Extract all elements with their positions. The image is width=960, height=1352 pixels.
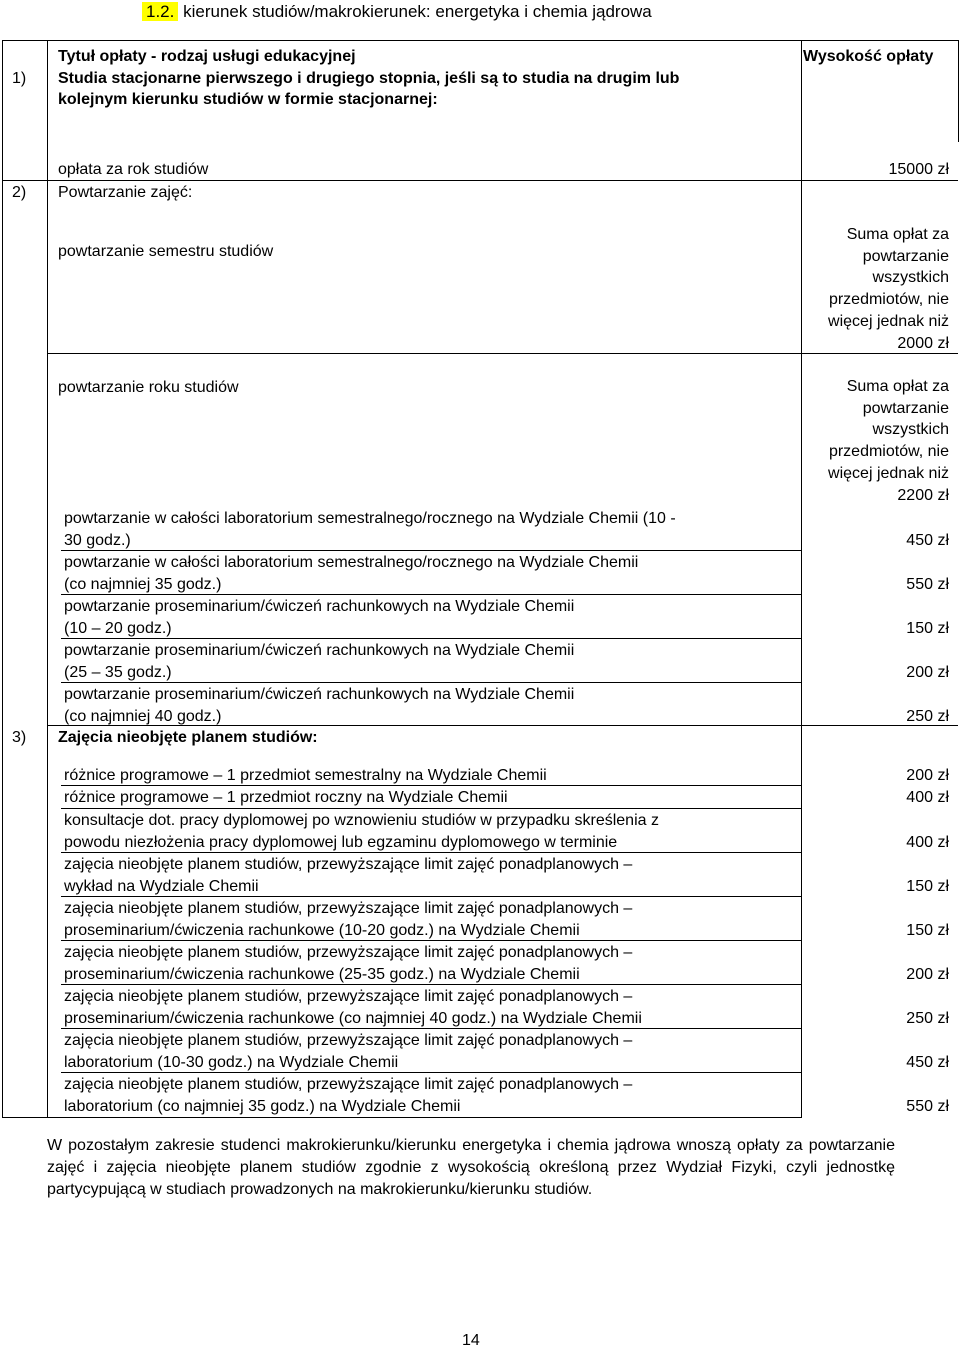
extra-row-line-1: zajęcia nieobjęte planem studiów, przewyższające limit zajęć ponadplanowych –: [64, 944, 633, 961]
row-separator: [61, 594, 802, 595]
repeat-row-line-1: powtarzanie w całości laboratorium semestralnego/rocznego na Wydziale Chemii (10 -: [64, 510, 676, 527]
repeat-row-line-2: (co najmniej 40 godz.): [64, 708, 222, 725]
extra-row-line-2: proseminarium/ćwiczenia rachunkowe (co najmniej 40 godz.) na Wydziale Chemii: [64, 1010, 642, 1027]
extra-row-description: [64, 986, 642, 1030]
extra-row-line-1: zajęcia nieobjęte planem studiów, przewyższające limit zajęć ponadplanowych –: [64, 900, 633, 917]
repeat-row-line-1: powtarzanie proseminarium/ćwiczeń rachunkowych na Wydziale Chemii: [64, 642, 575, 659]
year-fee-line: Suma opłat za: [846, 378, 949, 395]
annual-fee-label: opłata za rok studiów: [58, 161, 209, 178]
repeat-row-fee: 200 zł: [906, 664, 949, 681]
row-separator: [61, 940, 802, 941]
extra-row-fee: 150 zł: [906, 878, 949, 895]
fee-table: [2, 40, 959, 1118]
semester-fee-line: więcej jednak niż: [828, 312, 949, 330]
footnote-paragraph: W pozostałym zakresie studenci makrokierunku/kierunku energetyka i chemia jądrowa wnoszą opłaty za powtarzanie zajęć i zajęcia nieobjęte planem studiów zgodnie z wysokością określoną przez Wydział Fizyki, czyli jednostkę partycypującą w studiach prowadzonych na makrokierunku/kierunku studiów.: [47, 1137, 895, 1198]
annual-fee-value: 15000 zł: [888, 161, 949, 178]
repeat-row-line-2: 30 godz.): [64, 532, 131, 549]
repeat-row-description: [64, 508, 676, 552]
extra-row-description: [64, 787, 508, 809]
repeat-row-line-1: powtarzanie proseminarium/ćwiczeń rachunkowych na Wydziale Chemii: [64, 686, 575, 703]
repeat-row-description: [64, 552, 638, 596]
repeat-row-line-1: powtarzanie w całości laboratorium semestralnego/rocznego na Wydziale Chemii: [64, 554, 639, 571]
extra-row-line-1: konsultacje dot. pracy dyplomowej po wznowieniu studiów w przypadku skreślenia z: [64, 812, 659, 829]
extra-row-line-1: zajęcia nieobjęte planem studiów, przewyższające limit zajęć ponadplanowych –: [64, 1076, 633, 1093]
section-2-title: Powtarzanie zajęć:: [58, 184, 193, 201]
extra-row-description: [64, 1030, 632, 1074]
semester-fee-line: wszystkich: [872, 269, 949, 287]
semester-fee-line: powtarzanie: [862, 247, 949, 265]
extra-row-fee: 450 zł: [906, 1054, 949, 1071]
row-separator: [61, 852, 802, 853]
repeat-row-line-2: (25 – 35 godz.): [64, 664, 172, 681]
row-separator: [61, 808, 802, 809]
row-separator: [61, 550, 802, 551]
repeat-row-fee: 250 zł: [906, 708, 949, 725]
year-repeat-label: powtarzanie roku studiów: [58, 379, 239, 396]
year-fee-line: więcej jednak niż: [828, 464, 949, 482]
row-separator: [61, 1072, 802, 1073]
table-border-right: [958, 40, 959, 142]
year-repeat-fee: [802, 376, 949, 506]
section-1-title-line-2: kolejnym kierunku studiów w formie stacjonarnej:: [58, 91, 438, 108]
year-fee-line: 2200 zł: [897, 486, 949, 504]
extra-row-line-2: wykład na Wydziale Chemii: [64, 878, 259, 895]
extra-row-line-1: różnice programowe – 1 przedmiot roczny na Wydziale Chemii: [64, 789, 508, 806]
year-fee-line: przedmiotów, nie: [828, 443, 949, 461]
extra-row-line-2: laboratorium (10-30 godz.) na Wydziale Chemii: [64, 1054, 399, 1071]
extra-row-description: [64, 810, 659, 854]
section-heading-text: kierunek studiów/makrokierunek: energetyka i chemia jądrowa: [183, 2, 652, 21]
extra-row-line-1: zajęcia nieobjęte planem studiów, przewyższające limit zajęć ponadplanowych –: [64, 988, 633, 1005]
extra-row-line-1: różnice programowe – 1 przedmiot semestralny na Wydziale Chemii: [64, 767, 547, 784]
extra-row-description: [64, 765, 547, 787]
repeat-row-line-2: (co najmniej 35 godz.): [64, 576, 222, 593]
repeat-row-fee: 550 zł: [906, 576, 949, 593]
header-fee-amount: Wysokość opłaty: [803, 48, 934, 65]
table-border-left: [2, 40, 3, 1118]
extra-row-line-2: laboratorium (co najmniej 35 godz.) na Wydziale Chemii: [64, 1098, 461, 1115]
extra-row-description: [64, 854, 632, 898]
extra-row-fee: 200 zł: [906, 966, 949, 983]
row-separator: [61, 638, 802, 639]
repeat-row-line-1: powtarzanie proseminarium/ćwiczeń rachunkowych na Wydziale Chemii: [64, 598, 575, 615]
extra-row-description: [64, 1074, 632, 1118]
extra-row-fee: 550 zł: [906, 1098, 949, 1115]
extra-row-line-1: zajęcia nieobjęte planem studiów, przewyższające limit zajęć ponadplanowych –: [64, 1032, 633, 1049]
header-service-type: Tytuł opłaty - rodzaj usługi edukacyjnej: [58, 48, 356, 65]
row-separator: [61, 682, 802, 683]
section-1-title: [58, 68, 679, 110]
page-number: 14: [462, 1332, 480, 1349]
extra-row-fee: 200 zł: [906, 767, 949, 784]
row-separator: [61, 984, 802, 985]
num-column-divider: [47, 40, 48, 1118]
section-heading: [142, 0, 652, 24]
semester-fee-line: przedmiotów, nie: [828, 291, 949, 309]
extra-row-description: [64, 942, 632, 986]
extra-row-line-2: powodu niezłożenia pracy dyplomowej lub egzaminu dyplomowego w terminie: [64, 834, 618, 851]
extra-row-fee: 150 zł: [906, 922, 949, 939]
section-3-title: Zajęcia nieobjęte planem studiów:: [58, 729, 318, 746]
repeat-row-description: [64, 596, 574, 640]
extra-row-fee: 400 zł: [906, 834, 949, 851]
extra-row-line-1: zajęcia nieobjęte planem studiów, przewyższające limit zajęć ponadplanowych –: [64, 856, 633, 873]
section-2-number: 2): [12, 184, 27, 201]
semester-fee-line: Suma opłat za: [846, 226, 949, 243]
section-number: 1.2.: [142, 2, 178, 21]
repeat-row-fee: 450 zł: [906, 532, 949, 549]
row-separator: [61, 896, 802, 897]
year-fee-line: wszystkich: [872, 421, 949, 439]
repeat-row-fee: 150 zł: [906, 620, 949, 637]
semester-fee-line: 2000 zł: [897, 334, 949, 352]
row-separator: [61, 1028, 802, 1029]
extra-row-fee: 400 zł: [906, 789, 949, 806]
section-1-number: 1): [12, 70, 27, 87]
extra-row-fee: 250 zł: [906, 1010, 949, 1027]
semester-repeat-fee: [802, 224, 949, 354]
extra-row-line-2: proseminarium/ćwiczenia rachunkowe (10-20 godz.) na Wydziale Chemii: [64, 922, 580, 939]
extra-row-line-2: proseminarium/ćwiczenia rachunkowe (25-35 godz.) na Wydziale Chemii: [64, 966, 580, 983]
extra-row-description: [64, 898, 632, 942]
semester-repeat-label: powtarzanie semestru studiów: [58, 243, 274, 260]
section-3-number: 3): [12, 729, 27, 746]
row-separator: [61, 785, 802, 786]
repeat-row-line-2: (10 – 20 godz.): [64, 620, 172, 637]
section-1-title-line-1: Studia stacjonarne pierwszego i drugiego stopnia, jeśli są to studia na drugim lub: [58, 70, 680, 87]
table-border-top: [2, 40, 959, 41]
year-fee-line: powtarzanie: [862, 399, 949, 417]
repeat-row-description: [64, 640, 574, 684]
repeat-row-description: [64, 684, 574, 728]
